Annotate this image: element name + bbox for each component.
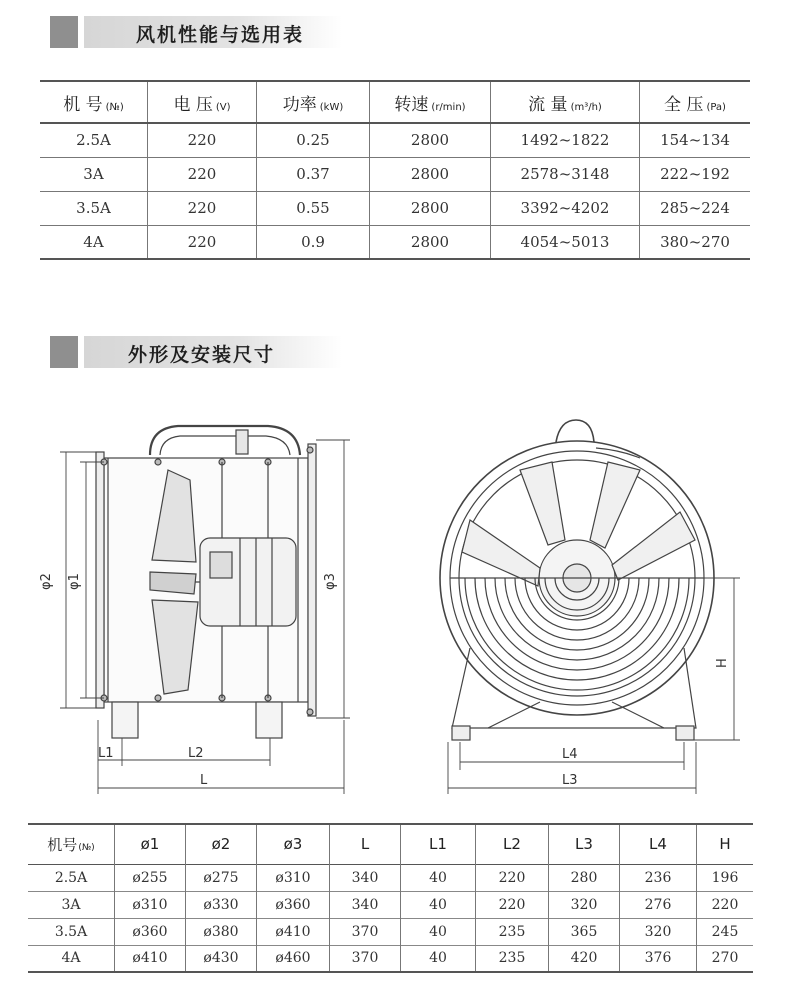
table-cell: 220 <box>148 123 257 157</box>
header-cell-phi1: ø1 <box>115 824 186 864</box>
header-cell-flow: 流 量 (m³/h) <box>491 81 640 123</box>
header-cell-L4: L4 <box>620 824 697 864</box>
stand-foot-left <box>452 726 470 740</box>
table-cell: 3A <box>40 157 148 191</box>
header-cell-L3: L3 <box>549 824 620 864</box>
table-cell: ø310 <box>115 891 186 918</box>
handle-clip <box>236 430 248 454</box>
table-cell: 220 <box>476 891 549 918</box>
blade-middle <box>150 572 196 594</box>
table-cell: 40 <box>401 864 476 891</box>
table-cell: 376 <box>620 945 697 972</box>
label-H: H <box>715 658 730 668</box>
table-cell: 2.5A <box>40 123 148 157</box>
table-row <box>28 891 753 918</box>
table-cell: 40 <box>401 945 476 972</box>
table-cell: 2.5A <box>28 864 115 891</box>
section-title: 风机性能与选用表 <box>136 24 305 46</box>
table-cell: 3.5A <box>40 191 148 225</box>
table-cell: 2800 <box>370 157 491 191</box>
table-cell: ø380 <box>186 918 257 945</box>
table-row <box>28 945 753 972</box>
table-cell: 2800 <box>370 225 491 259</box>
table-cell: 320 <box>620 918 697 945</box>
label-L2: L2 <box>188 746 204 761</box>
motor-housing <box>200 538 296 626</box>
header-cell-phi3: ø3 <box>257 824 330 864</box>
table-cell: 0.55 <box>257 191 370 225</box>
header-cell-L: L <box>330 824 401 864</box>
header-cell-power: 功率 (kW) <box>257 81 370 123</box>
table-cell: 270 <box>711 950 739 967</box>
table-cell: 0.9 <box>257 225 370 259</box>
foot-left <box>112 702 138 738</box>
table-cell: 235 <box>476 918 549 945</box>
table-cell: ø410 <box>115 945 186 972</box>
front-blade <box>520 462 565 545</box>
flange-left <box>96 452 104 708</box>
table-cell: 4A <box>28 945 115 972</box>
table-cell: ø360 <box>257 891 330 918</box>
table-cell: 3A <box>28 891 115 918</box>
label-L: L <box>200 773 208 788</box>
label-L3: L3 <box>562 773 578 788</box>
label-phi1: φ1 <box>67 573 82 590</box>
label-phi3: φ3 <box>323 573 338 590</box>
table-cell: 365 <box>549 918 620 945</box>
header-cell-speed: 转速 (r/min) <box>370 81 491 123</box>
header-cell-L2: L2 <box>476 824 549 864</box>
table-cell: 4A <box>40 225 148 259</box>
table-cell: 280 <box>549 864 620 891</box>
table-cell: 3.5A <box>28 918 115 945</box>
table-cell: 2578~3148 <box>491 157 640 191</box>
table-cell: 196 <box>711 869 739 886</box>
table-cell: ø310 <box>257 864 330 891</box>
table-cell: 2800 <box>370 123 491 157</box>
section-title: 外形及安装尺寸 <box>128 344 276 366</box>
flange-right <box>308 444 316 716</box>
table-cell: 340 <box>330 864 401 891</box>
header-cell-model: 机 号 (№) <box>40 81 148 123</box>
table-header-row <box>28 824 753 864</box>
table-cell: 276 <box>620 891 697 918</box>
table-cell: 285~224 <box>660 199 730 217</box>
terminal-box <box>210 552 232 578</box>
table-cell: 320 <box>549 891 620 918</box>
table-cell: 0.25 <box>257 123 370 157</box>
table-cell: ø360 <box>115 918 186 945</box>
table-cell: 370 <box>330 945 401 972</box>
header-cell-pressure: 全 压 (Pa) <box>664 94 726 115</box>
header-cell-model: 机号(№) <box>28 824 115 864</box>
handle-inner <box>160 436 290 455</box>
header-cell-L1: L1 <box>401 824 476 864</box>
stand-foot-right <box>676 726 694 740</box>
table-cell: 235 <box>476 945 549 972</box>
table-cell: 222~192 <box>660 165 730 183</box>
table-cell: 40 <box>401 891 476 918</box>
label-L4: L4 <box>562 747 578 762</box>
table-cell: 4054~5013 <box>491 225 640 259</box>
front-blade <box>462 520 540 586</box>
handle-shape <box>150 426 300 455</box>
side-view <box>96 426 316 738</box>
label-L1: L1 <box>98 746 114 761</box>
table-cell: ø275 <box>186 864 257 891</box>
table-row <box>28 918 753 945</box>
table-cell: 220 <box>148 157 257 191</box>
table-cell: 380~270 <box>660 232 730 251</box>
table-cell: 420 <box>549 945 620 972</box>
front-view <box>440 420 714 740</box>
header-cell-phi2: ø2 <box>186 824 257 864</box>
table-cell: 154~134 <box>660 131 730 150</box>
front-blade <box>590 462 640 548</box>
front-blade <box>612 512 695 580</box>
table-cell: ø330 <box>186 891 257 918</box>
dimensions-table <box>28 823 753 973</box>
table-cell: ø460 <box>257 945 330 972</box>
table-cell: 340 <box>330 891 401 918</box>
header-cell-H: H <box>719 835 731 854</box>
table-cell: 245 <box>711 923 739 940</box>
table-cell: 1492~1822 <box>491 123 640 157</box>
header-cell-voltage: 电 压 (V) <box>148 81 257 123</box>
table-cell: 236 <box>620 864 697 891</box>
label-phi2: φ2 <box>39 573 54 590</box>
table-cell: 40 <box>401 918 476 945</box>
table-cell: 2800 <box>370 191 491 225</box>
foot-right <box>256 702 282 738</box>
table-cell: 220 <box>148 191 257 225</box>
table-cell: 370 <box>330 918 401 945</box>
table-cell: 220 <box>476 864 549 891</box>
table-row <box>28 864 753 891</box>
table-cell: 220 <box>148 225 257 259</box>
table-cell: ø430 <box>186 945 257 972</box>
table-cell: ø410 <box>257 918 330 945</box>
table-cell: 3392~4202 <box>491 191 640 225</box>
table-cell: ø255 <box>115 864 186 891</box>
table-cell: 220 <box>711 896 739 913</box>
top-handle <box>556 420 594 442</box>
table-cell: 0.37 <box>257 157 370 191</box>
